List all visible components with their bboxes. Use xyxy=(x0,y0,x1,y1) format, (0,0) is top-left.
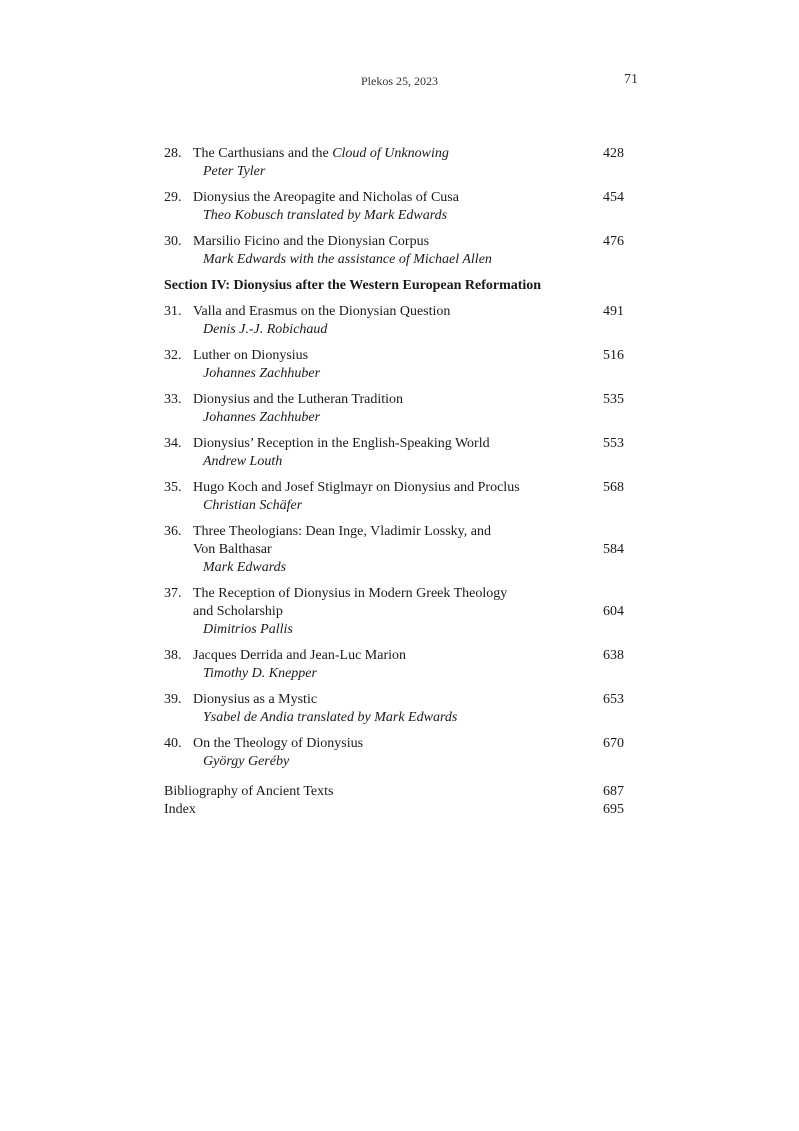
entry-author: Mark Edwards xyxy=(203,560,287,575)
toc-entry-37 xyxy=(164,585,624,639)
entry-number: 29. xyxy=(164,190,182,205)
entry-author: Timothy D. Knepper xyxy=(203,666,317,681)
entry-number: 39. xyxy=(164,692,182,707)
entry-title: Dionysius and the Lutheran Tradition xyxy=(193,392,403,407)
entry-author: Andrew Louth xyxy=(203,454,283,469)
entry-author: Dimitrios Pallis xyxy=(203,622,293,637)
entry-page: 584 xyxy=(603,542,624,557)
entry-title-line-2: Von Balthasar xyxy=(193,542,272,557)
entry-author: Denis J.-J. Robichaud xyxy=(203,322,328,337)
entry-page: 638 xyxy=(603,648,624,663)
entry-title-line-1: The Reception of Dionysius in Modern Greek Theology xyxy=(193,586,508,601)
section-heading: Section IV: Dionysius after the Western European Reformation xyxy=(164,278,542,293)
entry-page: 670 xyxy=(603,736,624,751)
entry-number: 32. xyxy=(164,348,182,363)
entry-title: Dionysius’ Reception in the English-Speaking World xyxy=(193,436,490,451)
toc-entry-29 xyxy=(164,189,624,225)
entry-title xyxy=(193,145,524,163)
toc-entry-39 xyxy=(164,691,624,727)
toc-entry-31 xyxy=(164,303,624,339)
entry-page: 653 xyxy=(603,692,624,707)
entry-page: 535 xyxy=(603,392,624,407)
entry-author: Theo Kobusch translated by Mark Edwards xyxy=(203,208,448,223)
page-number: 71 xyxy=(624,72,638,87)
entry-page: 604 xyxy=(603,604,624,619)
entry-author: Christian Schäfer xyxy=(203,498,303,513)
entry-page: 491 xyxy=(603,304,624,319)
entry-author: Mark Edwards with the assistance of Michael Allen xyxy=(203,252,492,267)
back-matter-page: 695 xyxy=(603,802,624,817)
back-matter xyxy=(164,783,624,819)
back-matter-bibliography xyxy=(164,783,624,801)
toc-entry-40 xyxy=(164,735,624,771)
back-matter-title: Bibliography of Ancient Texts xyxy=(164,784,334,799)
toc-entry-38 xyxy=(164,647,624,683)
entry-title: Valla and Erasmus on the Dionysian Question xyxy=(193,304,451,319)
toc-entry-30 xyxy=(164,233,624,269)
toc-entry-32 xyxy=(164,347,624,383)
entry-title: On the Theology of Dionysius xyxy=(193,736,364,751)
entry-page: 553 xyxy=(603,436,624,451)
entry-number: 30. xyxy=(164,234,182,249)
entry-title: Dionysius as a Mystic xyxy=(193,692,318,707)
entry-author: György Geréby xyxy=(203,754,290,769)
entry-page: 428 xyxy=(603,146,624,161)
entry-title: Luther on Dionysius xyxy=(193,348,309,363)
toc-entry-35 xyxy=(164,479,624,515)
toc-entry-34 xyxy=(164,435,624,471)
entry-title: Hugo Koch and Josef Stiglmayr on Dionysius and Proclus xyxy=(193,480,520,495)
entry-page: 516 xyxy=(603,348,624,363)
entry-title-line-1: Three Theologians: Dean Inge, Vladimir Lossky, and xyxy=(193,524,491,539)
entry-number: 37. xyxy=(164,586,182,601)
entry-author: Johannes Zachhuber xyxy=(203,410,321,425)
entry-page: 476 xyxy=(603,234,624,249)
entry-author: Peter Tyler xyxy=(203,164,266,179)
entry-page: 568 xyxy=(603,480,624,495)
entry-number: 36. xyxy=(164,524,182,539)
back-matter-title: Index xyxy=(164,802,196,817)
back-matter-page: 687 xyxy=(603,784,624,799)
entry-title-line-2: and Scholarship xyxy=(193,604,283,619)
entry-number: 28. xyxy=(164,146,182,161)
entry-title-text: The Carthusians and the xyxy=(193,146,333,161)
entry-number: 31. xyxy=(164,304,182,319)
table-of-contents xyxy=(164,145,624,819)
back-matter-index xyxy=(164,801,624,819)
entry-title: Marsilio Ficino and the Dionysian Corpus xyxy=(193,234,430,249)
entry-number: 40. xyxy=(164,736,182,751)
entry-number: 34. xyxy=(164,436,182,451)
entry-title: Dionysius the Areopagite and Nicholas of Cusa xyxy=(193,190,459,205)
entry-author: Johannes Zachhuber xyxy=(203,366,321,381)
toc-entry-33 xyxy=(164,391,624,427)
entry-number: 38. xyxy=(164,648,182,663)
entry-title: Jacques Derrida and Jean-Luc Marion xyxy=(193,648,407,663)
toc-entry-36 xyxy=(164,523,624,577)
toc-entry-28 xyxy=(164,145,624,181)
running-head: Plekos 25, 2023 xyxy=(360,74,438,88)
entry-title-italic: Cloud of Unknowing xyxy=(332,146,449,161)
entry-author: Ysabel de Andia translated by Mark Edwards xyxy=(203,710,458,725)
entry-number: 35. xyxy=(164,480,182,495)
entry-number: 33. xyxy=(164,392,182,407)
entry-page: 454 xyxy=(603,190,624,205)
